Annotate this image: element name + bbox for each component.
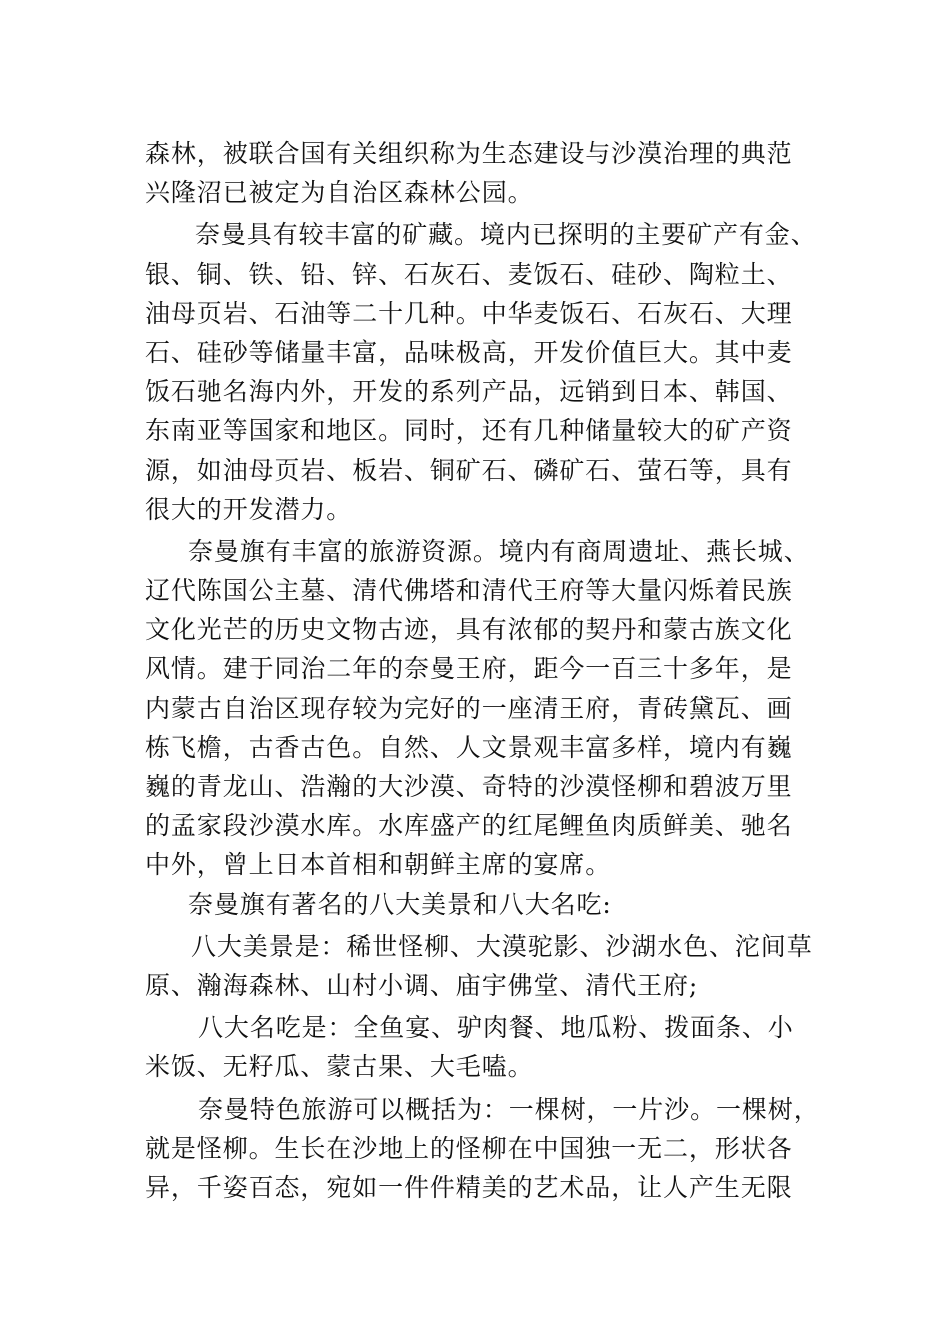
text-line: 油母页岩、石油等二十几种。中华麦饭石、石灰石、大理 (145, 298, 793, 328)
document-body (145, 134, 825, 1207)
paragraph-start-line: 奈曼旗有著名的八大美景和八大名吃: (188, 889, 612, 919)
text-line: 栋飞檐，古香古色。自然、人文景观丰富多样，境内有巍 (145, 732, 793, 762)
text-line: 很大的开发潜力。 (145, 494, 353, 524)
text-line: 辽代陈国公主墓、清代佛塔和清代王府等大量闪烁着民族 (145, 576, 793, 606)
text-line: 中外，曾上日本首相和朝鲜主席的宴席。 (145, 850, 612, 880)
text-line: 饭石驰名海内外，开发的系列产品，远销到日本、韩国、 (145, 377, 793, 407)
text-line: 风情。建于同治二年的奈曼王府，距今一百三十多年，是 (145, 654, 793, 684)
text-line: 异，千姿百态，宛如一件件精美的艺术品，让人产生无限 (145, 1172, 793, 1202)
text-line: 森林，被联合国有关组织称为生态建设与沙漠治理的典范 (145, 139, 793, 168)
text-line: 石、硅砂等储量丰富，品味极高，开发价值巨大。其中麦 (145, 337, 793, 367)
paragraph-start-line: 八大美景是：稀世怪柳、大漠驼影、沙湖水色、沱间草 (191, 931, 813, 961)
text-line: 巍的青龙山、浩瀚的大沙漠、奇特的沙漠怪柳和碧波万里 (145, 772, 793, 801)
text-line: 兴隆沼已被定为自治区森林公园。 (145, 178, 534, 208)
text-line: 内蒙古自治区现存较为完好的一座清王府，青砖黛瓦、画 (145, 693, 793, 723)
text-line: 文化光芒的历史文物古迹，具有浓郁的契丹和蒙古族文化 (145, 615, 793, 645)
paragraph-start-line: 八大名吃是：全鱼宴、驴肉餐、地瓜粉、拨面条、小 (198, 1013, 794, 1043)
paragraph-start-line: 奈曼特色旅游可以概括为：一棵树，一片沙。一棵树， (198, 1094, 820, 1124)
text-line: 原、瀚海森林、山村小调、庙宇佛堂、清代王府; (145, 970, 699, 1000)
paragraph-start-line: 奈曼旗有丰富的旅游资源。境内有商周遗址、燕长城、 (188, 536, 810, 566)
text-line: 东南亚等国家和地区。同时，还有几种储量较大的矿产资 (145, 416, 793, 446)
text-line: 米饭、无籽瓜、蒙古果、大毛嗑。 (145, 1052, 534, 1082)
paragraph-start-line: 奈曼具有较丰富的矿藏。境内已探明的主要矿产有金、 (195, 220, 817, 250)
text-line: 源，如油母页岩、板岩、铜矿石、磷矿石、萤石等，具有 (145, 455, 793, 485)
text-line: 就是怪柳。生长在沙地上的怪柳在中国独一无二，形状各 (145, 1133, 793, 1163)
text-line: 银、铜、铁、铅、锌、石灰石、麦饭石、硅砂、陶粒土、 (145, 259, 793, 289)
text-line: 的孟家段沙漠水库。水库盛产的红尾鲤鱼肉质鲜美、驰名 (145, 811, 793, 841)
